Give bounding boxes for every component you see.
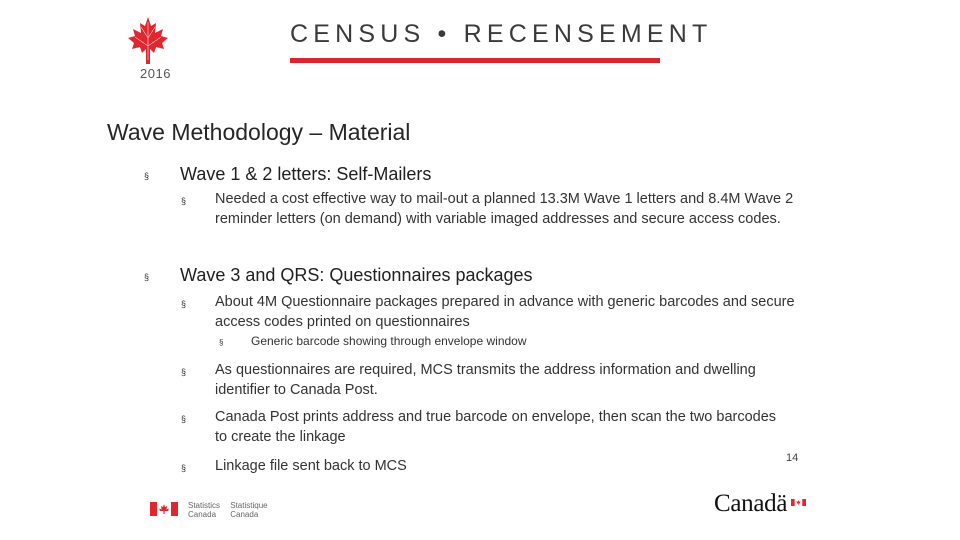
canada-flag-icon: [150, 502, 178, 516]
bullet-icon: §: [181, 414, 187, 424]
bullet-icon: §: [144, 171, 150, 181]
statcan-en-line-1: Statistics: [188, 501, 221, 510]
section-heading-wave-3-qrs: Wave 3 and QRS: Questionnaires packages: [180, 265, 533, 285]
banner-red-rule: [290, 58, 660, 63]
bullet-icon: §: [219, 338, 224, 347]
slide-title: Wave Methodology – Material: [107, 119, 411, 145]
bullet-icon: §: [181, 463, 187, 473]
canada-wordmark-flag-icon: [791, 493, 806, 500]
list-item-canada-post-prints: Canada Post prints address and true barcode on envelope, then scan the two barcodes to create the linkage: [215, 409, 777, 445]
statcan-fr-line-2: Canada: [230, 510, 259, 519]
list-item-mcs-transmits: As questionnaires are required, MCS transmits the address information and dwelling identifier to Canada Post.: [215, 362, 756, 398]
census-banner-title: CENSUS • RECENSEMENT: [290, 20, 713, 48]
page-number: 14: [786, 452, 799, 464]
list-item-linkage-file: Linkage file sent back to MCS: [215, 458, 407, 474]
list-item-questionnaire-packages: About 4M Questionnaire packages prepared in advance with generic barcodes and secure access codes printed on questionnaires: [215, 294, 795, 330]
bullet-icon: §: [181, 196, 187, 206]
bullet-icon: §: [144, 272, 150, 282]
bullet-icon: §: [181, 367, 187, 377]
section-heading-wave-1-2: Wave 1 & 2 letters: Self-Mailers: [180, 164, 432, 184]
list-item-self-mailers: Needed a cost effective way to mail-out a planned 13.3M Wave 1 letters and 8.4M Wave 2 reminder letters (on demand) with variable imaged addresses and secure access codes.: [215, 191, 794, 227]
canada-wordmark: Canadä: [714, 490, 788, 517]
statcan-fr-line-1: Statistique: [230, 501, 268, 510]
sub-list-item-generic-barcode: Generic barcode showing through envelope window: [251, 334, 527, 348]
statcan-en-line-2: Canada: [188, 510, 217, 519]
statcan-wordmark: [188, 501, 276, 519]
census-year: 2016: [140, 66, 171, 81]
bullet-icon: §: [181, 299, 187, 309]
